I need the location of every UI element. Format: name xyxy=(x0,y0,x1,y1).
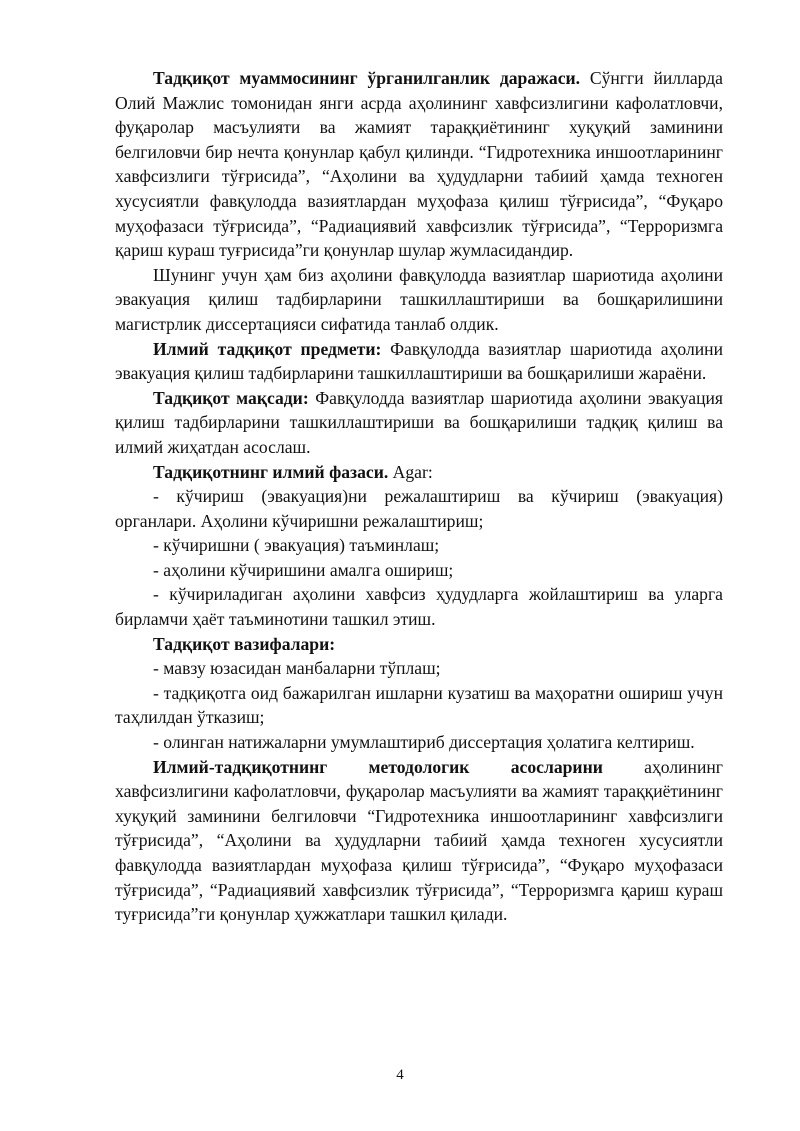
page-number: 4 xyxy=(396,1067,404,1083)
paragraph-topic-choice xyxy=(115,263,723,337)
paragraph-heading: Тадқиқот вазифалари: xyxy=(153,633,336,654)
paragraph-heading: Илмий-тадқиқотнинг методологик асосларини xyxy=(153,756,603,777)
list-item: - мавзу юзасидан манбаларни тўплаш; xyxy=(153,658,441,679)
paragraph-text: Сўнгги йилларда Олий Мажлис томонидан янги асрда аҳолининг хавфсизлигини кафолатловчи, фуқаролар масъулияти ва жамият тараққиётининг хуқуқий заминини белгиловчи бир нечта қонунлар қабул қилинди. “Гидротехника иншоотларининг хавфсизлиги тўғрисида”, “Аҳолини ва ҳудудларни табиий ҳамда техноген хусусиятли фавқулодда вазиятлардан муҳофаза қилиш тўғрисида”, “Фуқаро муҳофазаси тўғрисида”, “Радиациявий хавфсизлик тўғрисида”, “Терроризмга қариш кураш туғрисида”ги қонунлар шулар жумласидандир. xyxy=(115,68,723,261)
paragraph-research-degree xyxy=(115,66,723,263)
paragraph-heading: Тадқиқот мақсади: xyxy=(153,387,309,408)
paragraph-text: аҳолининг хавфсизлигини кафолатловчи, фуқаролар масъулияти ва жамият тараққиётининг хуқуқий заминини белгиловчи “Гидротехника иншоотларининг хавфсизлиги тўғрисида”, “Аҳолини ва ҳудудларни табиий ҳамда техноген хусусиятли фавқулодда вазиятлардан муҳофаза қилиш тўғрисида”, “Фуқаро муҳофазаси тўғрисида”, “Радиациявий хавфсизлик тўғрисида”, “Терроризмга қариш кураш туғрисида”ги қонунлар ҳужжатлари ташкил қилади. xyxy=(115,756,723,925)
document-page xyxy=(115,66,723,927)
list-item: - кўчириш (эвакуация)ни режалаштириш ва кўчириш (эвакуация) органлари. Аҳолини кўчиришни режалаштириш; xyxy=(115,486,723,531)
paragraph-research-goal xyxy=(115,386,723,460)
paragraph-research-phase xyxy=(115,460,723,485)
paragraph-methodology xyxy=(115,755,723,927)
paragraph-text: Фавқулодда вазиятлар шариотида аҳолини эвакуация қилиш тадбирларини ташкиллаштириши ва бошқарилиши жараёни. xyxy=(115,338,723,384)
paragraph-heading: Тадқиқотнинг илмий фазаси. xyxy=(153,461,389,482)
paragraph-research-subject xyxy=(115,337,723,386)
list-item: - тадқиқотга оид бажарилган ишларни кузатиш ва маҳоратни ошириш учун таҳлилдан ўтказиш; xyxy=(115,682,723,728)
list-item: - аҳолини кўчиришини амалга ошириш; xyxy=(153,559,454,580)
paragraph-text: Agar: xyxy=(388,461,433,482)
paragraph-heading: Тадқиқот муаммосининг ўрганилганлик даражаси. xyxy=(153,68,581,88)
list-item: - кўчиришни ( эвакуация) таъминлаш; xyxy=(153,535,440,556)
paragraph-research-tasks xyxy=(115,632,723,657)
paragraph-text: Шунинг учун ҳам биз аҳолини фавқулодда вазиятлар шариотида аҳолини эвакуация қилиш тадбирларини ташкиллаштириши ва бошқарилишини магистрлик диссертацияси сифатида танлаб олдик. xyxy=(115,264,723,334)
paragraph-heading: Илмий тадқиқот предмети: xyxy=(153,338,382,359)
list-item: - кўчириладиган аҳолини хавфсиз ҳудудларга жойлаштириш ва уларга бирламчи ҳаёт таъминотини ташкил этиш. xyxy=(115,584,723,630)
list-item: - олинган натижаларни умумлаштириб диссертация ҳолатига келтириш. xyxy=(153,732,695,753)
paragraph-text: Фавқулодда вазиятлар шариотида аҳолини эвакуация қилиш тадбирларини ташкиллаштириши ва бошқарилиши тадқиқ қилиш ва илмий жиҳатдан асослаш. xyxy=(115,387,723,457)
